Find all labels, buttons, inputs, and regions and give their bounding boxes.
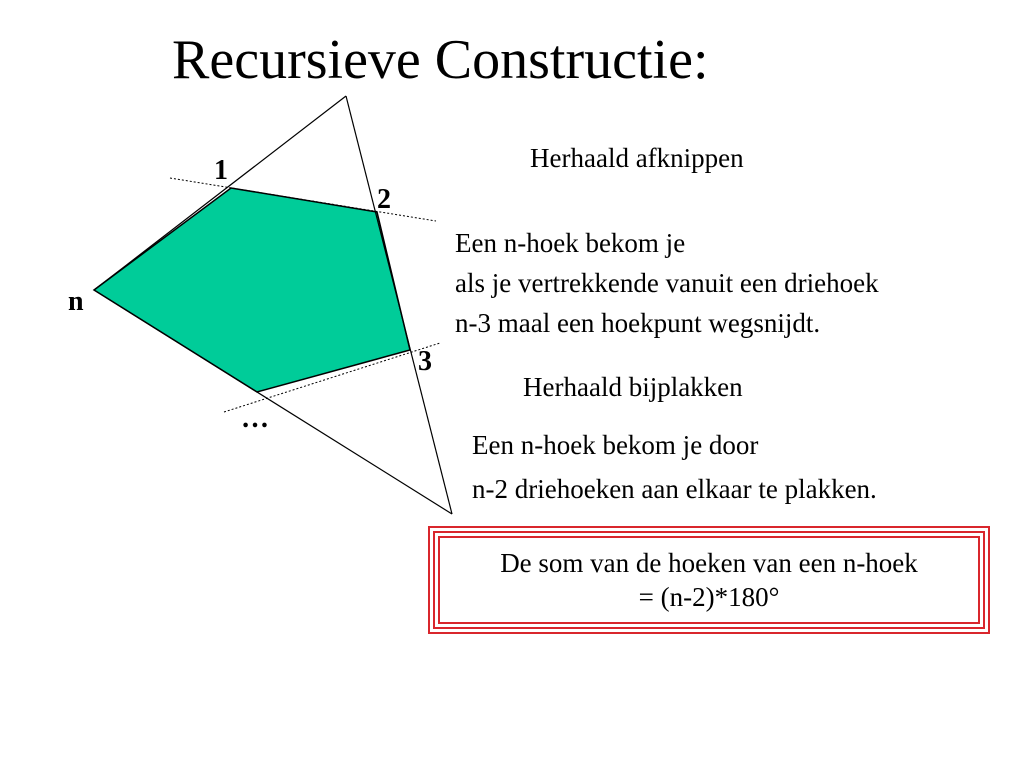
result-box-frame <box>433 531 985 629</box>
result-box-content <box>438 536 980 624</box>
paste-heading: Herhaald bijplakken <box>523 372 743 402</box>
result-box <box>428 526 990 634</box>
cut-heading: Herhaald afknippen <box>530 143 744 173</box>
vertex-label-1: 1 <box>214 155 228 186</box>
n-gon-polygon <box>94 184 410 392</box>
slide-title: Recursieve Constructie: <box>172 29 709 91</box>
paste-line-text-2: n-2 driehoeken aan elkaar te plakken. <box>472 474 877 504</box>
cut-line-text-1: Een n-hoek bekom je <box>455 228 686 258</box>
cut-line-text-2: als je vertrekkende vanuit een driehoek <box>455 268 879 298</box>
paste-line-text-1: Een n-hoek bekom je door <box>472 430 759 460</box>
cut-line-text-3: n-3 maal een hoekpunt wegsnijdt. <box>455 308 821 338</box>
result-line-2: = (n-2)*180° <box>638 582 780 612</box>
vertex-label-ellipsis: … <box>241 403 269 434</box>
vertex-label-n: n <box>68 286 84 317</box>
vertex-label-2: 2 <box>377 184 391 215</box>
vertex-label-3: 3 <box>418 346 432 377</box>
result-line-1: De som van de hoeken van een n-hoek <box>500 548 918 578</box>
